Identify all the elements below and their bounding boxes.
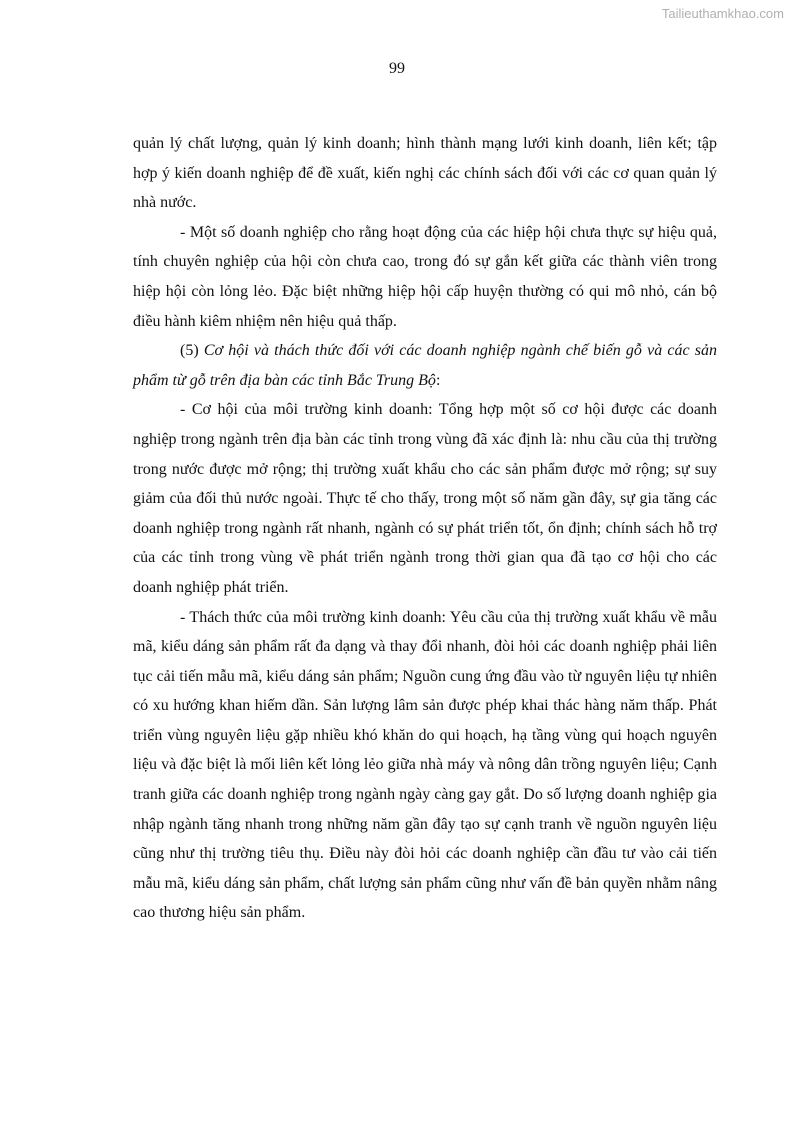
section-heading-text: Cơ hội và thách thức đối với các doanh nghiệp ngành chế biến gỗ và các sản phẩm từ gỗ trên địa bàn các tỉnh Bắc Trung Bộ	[133, 342, 718, 389]
paragraph-opportunities: - Cơ hội của môi trường kinh doanh: Tổng hợp một số cơ hội được các doanh nghiệp trong ngành trên địa bàn các tỉnh trong vùng đã xác định là: nhu cầu của thị trường trong nước được mở rộng; thị trường xuất khẩu cho các sản phẩm được mở rộng; sự suy giảm của đối thủ nước ngoài. Thực tế cho thấy, trong một số năm gần đây, sự gia tăng các doanh nghiệp trong ngành rất nhanh, ngành có sự phát triển tốt, ổn định; chính sách hỗ trợ của các tỉnh trong vùng về phát triển ngành trong thời gian qua đã tạo cơ hội cho các doanh nghiệp phát triển.	[133, 401, 717, 596]
paragraph-continuation: quản lý chất lượng, quản lý kinh doanh; hình thành mạng lưới kinh doanh, liên kết; tập hợp ý kiến doanh nghiệp để đề xuất, kiến nghị các chính sách đối với các cơ quan quản lý nhà nước.	[133, 135, 717, 212]
section-heading-colon: :	[435, 371, 441, 389]
paragraph-section-heading	[133, 336, 717, 395]
page-number: 99	[389, 60, 405, 77]
paragraph-challenges: - Thách thức của môi trường kinh doanh: Yêu cầu của thị trường xuất khẩu về mẫu mã, kiểu dáng sản phẩm rất đa dạng và thay đổi nhanh, đòi hỏi các doanh nghiệp phải liên tục cải tiến mẫu mã, kiểu dáng sản phẩm; Nguồn cung ứng đầu vào từ nguyên liệu tự nhiên có xu hướng khan hiếm dần. Sản lượng lâm sản được phép khai thác hàng năm thấp. Phát triển vùng nguyên liệu gặp nhiều khó khăn do qui hoạch, hạ tầng vùng qui hoạch nguyên liệu và đặc biệt là mối liên kết lỏng lẻo giữa nhà máy và nông dân trồng nguyên liệu; Cạnh tranh giữa các doanh nghiệp trong ngành ngày càng gay gắt. Do số lượng doanh nghiệp gia nhập ngành tăng nhanh trong những năm gần đây tạo sự cạnh tranh về nguồn nguyên liệu cũng như thị trường tiêu thụ. Điều này đòi hỏi các doanh nghiệp cần đầu tư vào cải tiến mẫu mã, kiểu dáng sản phẩm, chất lượng sản phẩm cũng như vấn đề bản quyền nhằm nâng cao thương hiệu sản phẩm.	[133, 608, 717, 922]
watermark: Tailieuthamkhao.com	[661, 6, 784, 21]
paragraph-association-assessment: - Một số doanh nghiệp cho rằng hoạt động của các hiệp hội chưa thực sự hiệu quả, tính chuyên nghiệp của hội còn chưa cao, trong đó sự gắn kết giữa các thành viên trong hiệp hội còn lỏng lẻo. Đặc biệt những hiệp hội cấp huyện thường có qui mô nhỏ, cán bộ điều hành kiêm nhiệm nên hiệu quả thấp.	[133, 223, 717, 330]
document-body	[133, 129, 717, 928]
section-number: (5)	[180, 342, 204, 360]
